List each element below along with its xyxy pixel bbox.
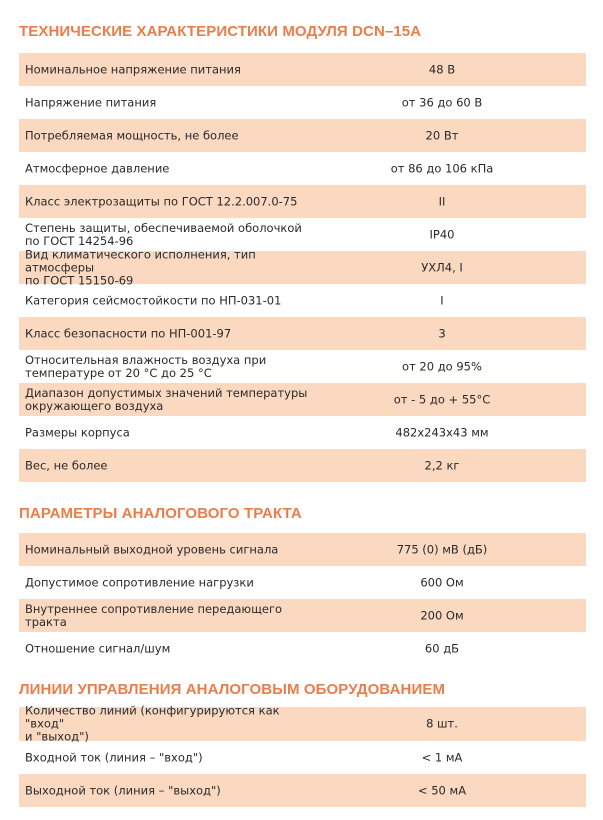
row-label: Номинальный выходной уровень сигнала — [25, 542, 279, 556]
table-row — [19, 247, 586, 287]
row-label: Атмосферное давление — [25, 161, 170, 175]
table-row — [19, 284, 586, 317]
row-label: Степень защиты, обеспечиваемой оболочкой по ГОСТ 14254-96 — [25, 220, 302, 248]
section-title-control-lines: ЛИНИИ УПРАВЛЕНИЯ АНАЛОГОВЫМ ОБОРУДОВАНИЕМ — [19, 681, 446, 698]
table-row — [19, 533, 586, 566]
row-value: < 1 мА — [421, 750, 463, 764]
table-row — [19, 703, 586, 744]
table-row — [19, 416, 586, 449]
row-label: Количество линий (конфигурируются как "вход" и "выход") — [25, 703, 280, 744]
row-value: 3 — [438, 326, 446, 340]
analog-path-table — [19, 533, 586, 665]
row-value: от 86 до 106 кПа — [390, 161, 494, 175]
row-label: Размеры корпуса — [25, 425, 130, 439]
row-value: 2,2 кг — [424, 458, 460, 472]
table-row — [19, 119, 586, 152]
table-row — [19, 599, 586, 632]
control-lines-table — [19, 703, 586, 807]
table-row — [19, 53, 586, 86]
section-title-analog-path: ПАРАМЕТРЫ АНАЛОГОВОГО ТРАКТА — [19, 505, 302, 522]
table-row — [19, 566, 586, 599]
table-row — [19, 317, 586, 350]
row-value: от - 5 до + 55°С — [393, 392, 491, 406]
module-specs-table — [19, 53, 586, 482]
table-row — [19, 774, 586, 807]
row-label: Диапазон допустимых значений температуры окружающего воздуха — [25, 385, 308, 413]
row-value: 60 дБ — [424, 641, 460, 655]
row-label: Категория сейсмостойкости по НП-031-01 — [25, 293, 282, 307]
row-value: 482х243х43 мм — [395, 425, 489, 439]
row-value: 48 В — [428, 62, 456, 76]
table-row — [19, 86, 586, 119]
row-label: Выходной ток (линия – "выход") — [25, 783, 221, 797]
row-value: от 36 до 60 В — [401, 95, 483, 109]
table-row — [19, 152, 586, 185]
row-value: 8 шт. — [426, 716, 458, 731]
row-value: 20 Вт — [425, 128, 459, 142]
row-label: Относительная влажность воздуха при температуре от 20 °С до 25 °С — [25, 352, 267, 380]
table-row — [19, 185, 586, 218]
row-value: 200 Ом — [420, 608, 464, 622]
table-row — [19, 383, 586, 416]
row-label: Допустимое сопротивление нагрузки — [25, 575, 254, 589]
row-value: 600 Ом — [420, 575, 464, 589]
row-label: Вес, не более — [25, 458, 108, 472]
row-value: I — [440, 293, 444, 307]
row-label: Внутреннее сопротивление передающего тракта — [25, 601, 283, 629]
section-title-module-specs: ТЕХНИЧЕСКИЕ ХАРАКТЕРИСТИКИ МОДУЛЯ DCN–15А — [19, 23, 422, 40]
row-value: от 20 до 95% — [402, 359, 482, 373]
row-label: Напряжение питания — [25, 95, 157, 109]
table-row — [19, 741, 586, 774]
row-label: Класс безопасности по НП-001-97 — [25, 326, 232, 340]
row-value: < 50 мА — [417, 783, 467, 797]
row-value: IP40 — [429, 227, 455, 241]
row-label: Класс электрозащиты по ГОСТ 12.2.007.0-75 — [25, 194, 298, 208]
table-row — [19, 350, 586, 383]
table-row — [19, 449, 586, 482]
table-row — [19, 632, 586, 665]
row-label: Отношение сигнал/шум — [25, 641, 171, 655]
row-value: 775 (0) мВ (дБ) — [396, 542, 488, 556]
row-value: II — [438, 194, 446, 208]
row-label: Вид климатического исполнения, тип атмосферы по ГОСТ 15150-69 — [25, 247, 256, 287]
row-label: Потребляемая мощность, не более — [25, 128, 239, 142]
row-label: Входной ток (линия – "вход") — [25, 750, 203, 764]
row-value: УХЛ4, I — [421, 260, 463, 274]
row-label: Номинальное напряжение питания — [25, 62, 241, 76]
